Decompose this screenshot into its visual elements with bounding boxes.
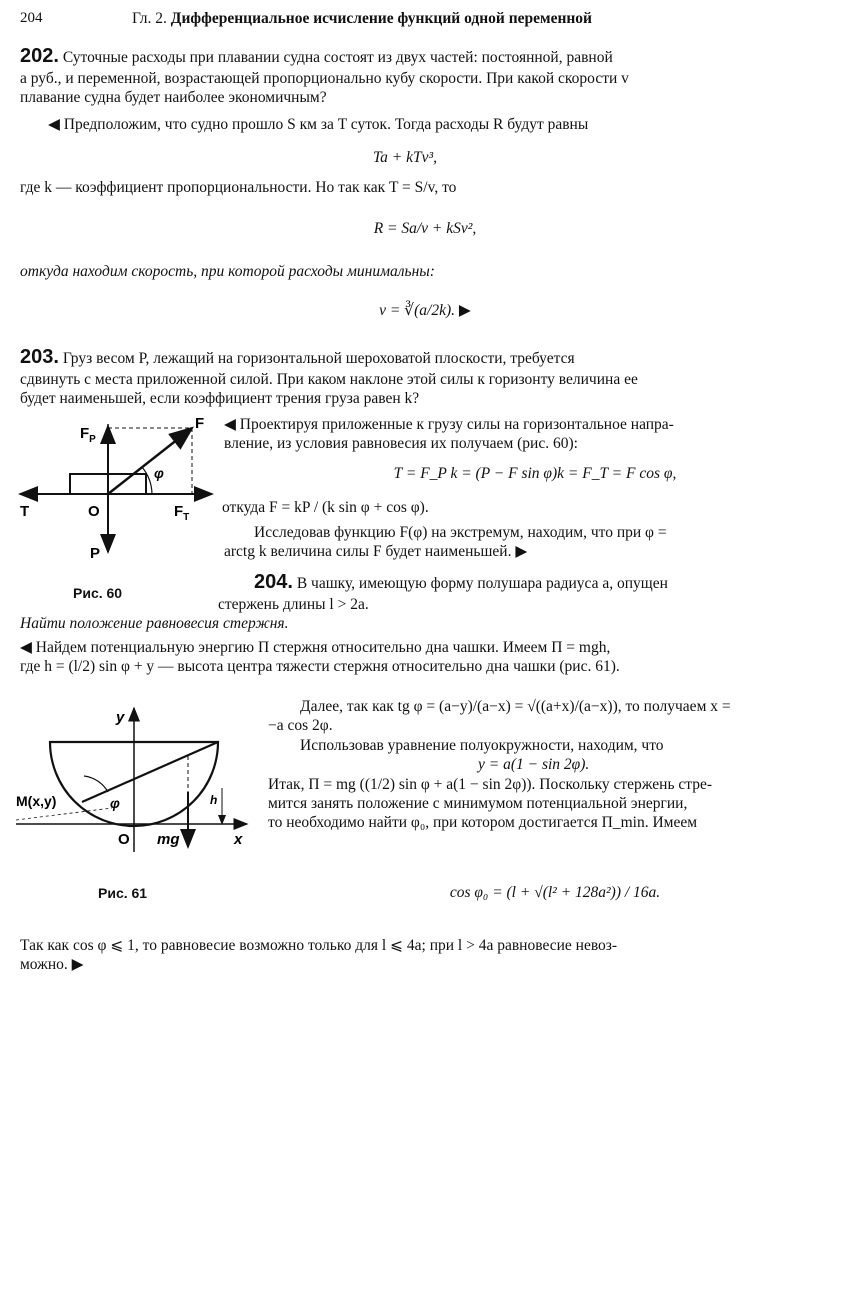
running-header	[132, 9, 592, 28]
page-number: 204	[20, 10, 43, 26]
label-F: F	[195, 415, 205, 432]
derivation-line: Использовав уравнение полуокружности, находим, что	[300, 736, 664, 754]
figure-60	[12, 412, 222, 572]
formula-cos-phi0: cos φ₀ = (l + √(l² + 128a²)) / 16a.	[449, 884, 661, 901]
text-line: где k — коэффициент пропорциональности. Но так как T = S/v, то	[20, 179, 457, 196]
solution-line: ◀ Проектируя приложенные к грузу силы на горизонтальное напра-	[224, 416, 674, 433]
derivation-line: то необходимо найти φ₀, при котором достигается Π_min. Имеем	[268, 814, 698, 832]
label-T: T	[20, 503, 30, 520]
problem-202-statement	[20, 44, 840, 108]
label-O: O	[118, 831, 130, 848]
chapter-title: Дифференциальное исчисление функций одной переменной	[170, 10, 592, 27]
statement-line: Груз весом P, лежащий на горизонтальной шероховатой плоскости, требуется	[62, 350, 575, 367]
conclusion-line: можно. ▶	[20, 956, 84, 974]
derivation-line: −a cos 2φ.	[268, 717, 333, 735]
statement-line: плавание судна будет наиболее экономичным?	[20, 89, 327, 107]
derivation-line: Итак, Π = mg ((1/2) sin φ + a(1 − sin 2φ)). Поскольку стержень стре-	[268, 775, 713, 793]
statement-line: Суточные расходы при плавании судна состоят из двух частей: постоянной, равной	[62, 49, 613, 66]
statement-line: В чашку, имеющую форму полушара радиуса a, опущен	[296, 575, 668, 592]
formula-velocity: v = ∛(a/2k). ▶	[379, 302, 471, 319]
label-phi: φ	[154, 465, 164, 481]
label-M: M(x,y)	[16, 793, 57, 809]
problem-203-solution	[224, 415, 844, 454]
problem-203-conclusion	[224, 523, 844, 562]
label-h: h	[210, 793, 218, 807]
rod	[82, 742, 218, 802]
formula-expenses: Ta + kTv³,	[372, 149, 438, 166]
formula-y: y = a(1 − sin 2φ).	[478, 756, 590, 774]
formula-R: R = Sa/v + kSv²,	[373, 220, 477, 237]
formula-equilibrium: T = F_P k = (P − F sin φ)k = F_T = F cos φ,	[393, 465, 677, 482]
derivation-line: Далее, так как tg φ = (a−y)/(a−x) = √((a+x)/(a−x)), то получаем x =	[300, 698, 731, 715]
figure-61-caption: Рис. 61	[98, 885, 148, 901]
derivation-line: мится занять положение с минимумом потенциальной энергии,	[268, 794, 688, 812]
problem-number: 204.	[254, 571, 293, 593]
problem-204-conclusion	[20, 936, 845, 975]
text-line: откуда находим скорость, при которой расходы минимальны:	[20, 263, 435, 280]
chapter-prefix: Гл. 2.	[132, 10, 167, 27]
figure-60-caption: Рис. 60	[73, 585, 123, 601]
label-Fp: $F_P$	[80, 425, 96, 445]
label-P: P	[90, 545, 101, 562]
formula-F: откуда F = kP / (k sin φ + cos φ).	[222, 499, 429, 516]
label-mg: mg	[157, 831, 180, 848]
problem-number: 202.	[20, 45, 59, 67]
label-x: x	[234, 831, 243, 848]
problem-204-statement	[218, 570, 844, 614]
figure-61	[12, 702, 257, 862]
problem-204-derivation	[268, 697, 844, 833]
conclusion-line: Так как cos φ ⩽ 1, то равновесие возможно только для l ⩽ 4a; при l > 4a равновесие невоз-	[20, 937, 618, 954]
statement-line: стержень длины l > 2a.	[218, 596, 369, 613]
angle-arc	[84, 776, 108, 792]
problem-number: 203.	[20, 346, 59, 368]
statement-line: a руб., и переменной, возрастающей пропорционально кубу скорости. При какой скорости v	[20, 70, 629, 87]
label-phi: φ	[110, 795, 120, 811]
solution-line: вление, из условия равновесия их получаем (рис. 60):	[224, 435, 578, 453]
solution-line: ◀ Найдем потенциальную энергию Π стержня относительно дна чашки. Имеем Π = mgh,	[20, 639, 611, 656]
solution-line: где h = (l/2) sin φ + y — высота центра тяжести стержня относительно дна чашки (рис. 61).	[20, 658, 620, 676]
statement-line: будет наименьшей, если коэффициент трения груза равен k?	[20, 390, 420, 408]
label-O: O	[88, 503, 100, 520]
statement-line: сдвинуть с места приложенной силой. При каком наклоне этой силы к горизонту величина ее	[20, 371, 638, 388]
solution-line: arctg k величина силы F будет наименьшей. ▶	[224, 543, 528, 561]
label-y: y	[116, 709, 125, 726]
problem-204-solution	[20, 638, 845, 677]
label-Ft: $F_T$	[174, 503, 190, 523]
problem-203-statement	[20, 345, 840, 409]
task-line: Найти положение равновесия стержня.	[20, 615, 289, 632]
force-F-vector	[108, 428, 192, 494]
solution-line: Исследовав функцию F(φ) на экстремум, находим, что при φ =	[254, 524, 667, 541]
solution-intro: ◀ Предположим, что судно прошло S км за T суток. Тогда расходы R будут равны	[48, 116, 589, 133]
